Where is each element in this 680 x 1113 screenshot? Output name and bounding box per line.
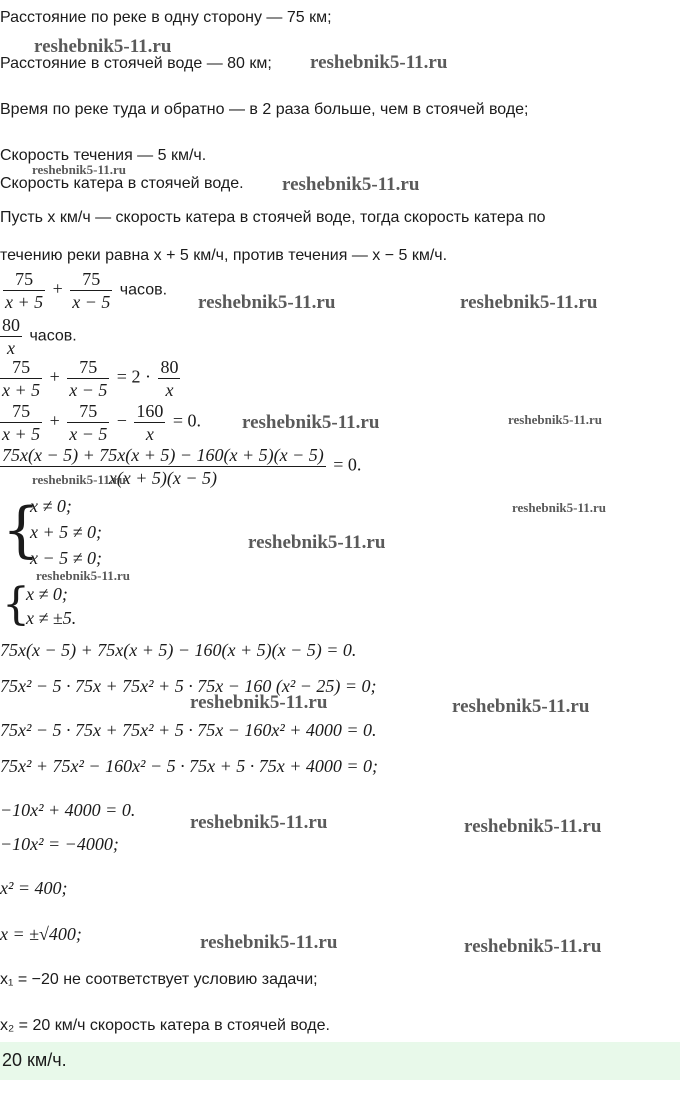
watermark: reshebnik5-11.ru xyxy=(190,692,328,713)
watermark: reshebnik5-11.ru xyxy=(464,936,602,957)
step-isolate: −10x² = −4000; xyxy=(0,834,119,854)
fraction-combined: $\frac{75x(x - 5) + 75x(x + 5) - 160(x + 5)(x - 5)}{x(x + 5)(x - 5)}$ xyxy=(2,445,324,488)
system1-condition-b: x + 5 ≠ 0; xyxy=(30,522,103,542)
root-accepted: x₂ = 20 км/ч скорость катера в стоячей воде. xyxy=(0,1017,330,1034)
system2-condition-b: x ≠ ±5. xyxy=(26,608,77,628)
still-time-expression xyxy=(0,314,77,359)
find-boat-speed: Скорость катера в стоячей воде. xyxy=(0,175,244,192)
watermark: reshebnik5-11.ru xyxy=(242,412,380,433)
given-river-distance: Расстояние по реке в одну сторону — 75 км; xyxy=(0,9,332,26)
fraction-75-over-xp5: $\frac{75}{x + 5}$ xyxy=(5,269,44,312)
given-still-distance: Расстояние в стоячей воде — 80 км; xyxy=(0,55,272,72)
given-current-speed: Скорость течения — 5 км/ч. xyxy=(0,147,207,164)
hours-label: часов. xyxy=(29,327,77,345)
fraction-80-over-x: $\frac{80}{x}$ xyxy=(160,357,179,400)
step-expand: 75x² − 5 · 75x + 75x² + 5 · 75x − 160 (x² − 25) = 0; xyxy=(0,676,377,696)
answer-text: 20 км/ч. xyxy=(2,1050,67,1070)
watermark: reshebnik5-11.ru xyxy=(32,162,127,177)
fraction-75-over-xm5: $\frac{75}{x - 5}$ xyxy=(69,357,108,400)
fraction-75-over-xp5: $\frac{75}{x + 5}$ xyxy=(2,357,41,400)
system-brace: { xyxy=(2,495,41,565)
hours-label: часов. xyxy=(119,281,168,299)
watermark: reshebnik5-11.ru xyxy=(310,52,448,73)
equation-common-denominator: $\frac{75x(x - 5) + 75x(x + 5) - 160(x + 5)(x - 5)}{x(x + 5)(x - 5)}$ = 0. xyxy=(2,445,362,488)
watermark: reshebnik5-11.ru xyxy=(248,532,386,553)
answer-box xyxy=(0,1042,680,1080)
step-expand-2: 75x² − 5 · 75x + 75x² + 5 · 75x − 160x² + 4000 = 0. xyxy=(0,720,377,740)
given-time-ratio: Время по реке туда и обратно — в 2 раза больше, чем в стоячей воде; xyxy=(0,101,529,118)
watermark: reshebnik5-11.ru xyxy=(460,292,598,313)
watermark: reshebnik5-11.ru xyxy=(190,812,328,833)
equation-moved-terms: $\frac{75}{x + 5}$ + $\frac{75}{x - 5}$ − $\frac{160}{x}$ = 0. xyxy=(2,401,202,444)
watermark: reshebnik5-11.ru xyxy=(198,292,336,313)
watermark: reshebnik5-11.ru xyxy=(32,472,127,487)
fraction-75-over-xp5: $\frac{75}{x + 5}$ xyxy=(2,401,41,444)
equation-time-relation: $\frac{75}{x + 5}$ + $\frac{75}{x - 5}$ = 2 · $\frac{80}{x}$ xyxy=(2,357,179,400)
fraction-160-over-x: $\frac{160}{x}$ xyxy=(136,401,164,444)
watermark: reshebnik5-11.ru xyxy=(512,500,607,515)
watermark: reshebnik5-11.ru xyxy=(452,696,590,717)
watermark: reshebnik5-11.ru xyxy=(36,568,131,583)
step-square: x² = 400; xyxy=(0,878,68,898)
step-group: 75x² + 75x² − 160x² − 5 · 75x + 5 · 75x + 4000 = 0; xyxy=(0,756,379,776)
watermark: reshebnik5-11.ru xyxy=(508,412,603,427)
system1-condition-a: x ≠ 0; xyxy=(30,496,72,516)
step-simplify: −10x² + 4000 = 0. xyxy=(0,800,136,820)
system1-condition-c: x − 5 ≠ 0; xyxy=(30,548,103,568)
system-brace: { xyxy=(2,579,30,630)
step-numerator-equation: 75x(x − 5) + 75x(x + 5) − 160(x + 5)(x − 5) = 0. xyxy=(0,640,357,660)
fraction-75-over-xm5: $\frac{75}{x - 5}$ xyxy=(72,269,111,312)
root-rejected: x₁ = −20 не соответствует условию задачи; xyxy=(0,971,318,988)
system2-condition-a: x ≠ 0; xyxy=(26,584,68,604)
watermark: reshebnik5-11.ru xyxy=(282,174,420,195)
fraction-80-over-x: $\frac{80}{x}$ xyxy=(2,315,20,358)
step-root: x = ±√400; xyxy=(0,924,82,944)
speed-expressions: течению реки равна x + 5 км/ч, против течения — x − 5 км/ч. xyxy=(0,247,448,264)
let-statement: Пусть x км/ч — скорость катера в стоячей воде, тогда скорость катера по xyxy=(0,209,546,226)
river-time-expression: $\frac{75}{x + 5}$ + $\frac{75}{x - 5}$ часов. xyxy=(5,269,168,312)
fraction-75-over-xm5: $\frac{75}{x - 5}$ xyxy=(69,401,108,444)
watermark: reshebnik5-11.ru xyxy=(200,932,338,953)
watermark: reshebnik5-11.ru xyxy=(34,36,172,57)
watermark: reshebnik5-11.ru xyxy=(464,816,602,837)
